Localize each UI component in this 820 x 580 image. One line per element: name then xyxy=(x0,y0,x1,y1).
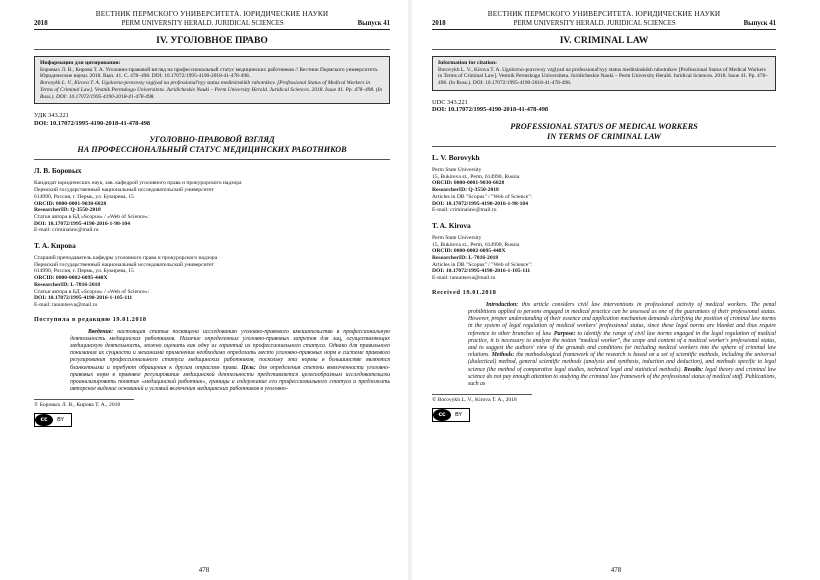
journal-year: 2018 xyxy=(34,20,48,27)
citation-en: Borovykh L. V., Kirova T. A. Ugolovno-pravovoy vzglyad na professional'nyy status meditsinskikh rabotnikov. [Professional Status of Medical Workers in Terms of Criminal Law]. Vestnik Permskogo Universiteta. Juridicheskie Nauki – Perm University Herald. Juridical Sciences. 2018. Issue 41. Pp. 478–498. (In Russ.). DOI: 10.17072/1995-4190-2018-41-478-498. xyxy=(40,80,383,100)
article-title-line2: НА ПРОФЕССИОНАЛЬНЫЙ СТАТУС МЕДИЦИНСКИХ РАБОТНИКОВ xyxy=(77,145,347,155)
author-email[interactable]: E-mail: tanuntseva@mail.ru xyxy=(34,301,98,308)
author-orcid: ORCID: 0000-0002-6095-440X xyxy=(432,248,506,255)
author-address: 614990, Россия, г. Пермь, ул. Букирева, 15 xyxy=(34,193,134,200)
journal-issue: Выпуск 41 xyxy=(743,20,776,27)
copyright: © Borovykh L. V., Kirova T. A., 2018 xyxy=(432,397,517,404)
author-affiliation: Пермский государственный национальный исследовательский университет xyxy=(34,187,214,194)
title-divider xyxy=(432,146,776,147)
footer-divider xyxy=(34,399,134,400)
author-orcid: ORCID: 0000-0001-9030-6828 xyxy=(34,200,107,207)
footer-divider xyxy=(432,394,532,395)
right-page xyxy=(412,0,820,580)
author-address: 15, Bukireva st., Perm, 614990, Russia xyxy=(432,241,520,248)
citation-ru: Боровых Л. В., Кирова Т. А. Уголовно-правовой взгляд на профессиональный статус медицинских работников // Вестник Пермского университета. Юридические науки. 2018. Вып. 41. C. 478–498. DOI: 10.17072/1995-4190-2018-41-478-498. xyxy=(40,66,379,80)
author-email[interactable]: E-mail: criminalaw@mail.ru xyxy=(432,207,497,214)
article-doi: DOI: 10.17072/1995-4190-2018-41-478-498 xyxy=(432,106,549,114)
journal-name-en: PERM UNIVERSITY HERALD. JURIDICAL SCIENCES xyxy=(121,20,284,27)
page-number: 478 xyxy=(198,566,210,574)
received-date: Received 19.01.2018 xyxy=(432,288,497,296)
udc-code: УДК 343.221 xyxy=(34,112,69,120)
journal-title: ВЕСТНИК ПЕРМСКОГО УНИВЕРСИТЕТА. ЮРИДИЧЕСКИЕ НАУКИ xyxy=(487,10,721,18)
abstract-label-methods: Methods: xyxy=(491,352,515,359)
author-article-doi[interactable]: DOI: 10.17072/1995-4190-2016-1-105-111 xyxy=(432,268,531,275)
article-title-line2: IN TERMS OF CRIMINAL LAW xyxy=(547,132,661,141)
author-block xyxy=(432,153,776,214)
abstract-text-goal: для определения степени вовлеченности уголовно-правовых норм в правовое регулирование медицинской деятельности представляется целесообразным исследовательски проанализировать понятие «медицинский работник», границы и содержание его профессионального статуса и предложить авторское видение оснований и условий включения медицинских работников в уголовно- xyxy=(70,364,391,393)
author-researcherid: ResearcherID: Q-3550-2018 xyxy=(34,207,101,214)
received-date: Поступила в редакцию 19.01.2018 xyxy=(34,315,147,323)
journal-name-en: PERM UNIVERSITY HERALD. JURIDICAL SCIENCES xyxy=(513,20,676,27)
journal-line xyxy=(34,19,390,30)
author-articles-label: Статьи автора в БД «Scopus» / «Web of Science»: xyxy=(34,213,150,220)
copyright: © Боровых Л. В., Кирова Т. А., 2018 xyxy=(34,402,121,409)
abstract-label-intro: Введение: xyxy=(88,328,114,335)
by-icon: BY xyxy=(455,411,462,418)
article-title-line1: УГОЛОВНО-ПРАВОВОЙ ВЗГЛЯД xyxy=(149,135,275,145)
cc-by-license-icon[interactable] xyxy=(432,408,470,422)
abstract-label-results: Results: xyxy=(683,366,704,373)
author-block xyxy=(34,241,390,309)
abstract-text-intro: this article considers civil law interventions in professional activity of medical workers. The penal prohibitions applied to persons engaged in medical practice can be assessed as one of the guarantees of their professional status. However, proper understanding of their essence and application mechanism demands clarifying the position of criminal law norms in the system of legal regulation of medical workers' professional status, since these legal norms are blanket and thus require reference to other branches of law. xyxy=(468,301,777,337)
cc-icon: cc xyxy=(433,409,451,421)
author-affiliation: Perm State University xyxy=(432,167,482,173)
author-articles-label: Articles in DB "Scopus" / "Web of Science": xyxy=(432,261,533,268)
citation-box xyxy=(432,56,776,91)
author-researcherid: ResearcherID: L-7016-2018 xyxy=(432,255,499,262)
journal-issue: Выпуск 41 xyxy=(357,20,390,27)
abstract-text-purpose: to identify the range of civil law norms engaged in the legal regulation of medical practice, it is necessary to analyze the notion "medical worker", the scope and content of a medical worker's professional status, and to suggest the authors' view of the grounds and conditions for including medical workers into the sphere of criminal law relations. xyxy=(468,330,776,359)
abstract-label-goal: Цель: xyxy=(241,364,256,371)
journal-line xyxy=(432,19,776,30)
section-title: IV. УГОЛОВНОЕ ПРАВО xyxy=(34,35,390,50)
citation-en: Borovykh L. V., Kirova T. A. Ugolovno-pravovoy vzglyad na professional'nyy status meditsinskikh rabotnikov [Professional Status of Medical Workers in Terms of Criminal Law]. Vestnik Permskogo Universiteta. Juridicheskie Nauki – Perm University Herald. Juridical Sciences. 2018. Issue 41. Pp. 478–498. (In Russ.). DOI: 10.17072/1995-4190-2018-41-478-498. xyxy=(438,66,768,87)
author-info xyxy=(432,235,776,282)
author-email[interactable]: E-mail: tanuntseva@mail.ru xyxy=(432,275,496,282)
left-page xyxy=(0,0,408,580)
citation-heading: Information for citation: xyxy=(438,60,497,66)
abstract-text-methods: the methodological framework of the research is based on a set of scientific methods, including the universal (dialectical) method, general scientific methods (analysis and synthesis, induction and deduction), and methods specific to legal science (the method of comparative legal studies, technical legal and statistical methods). xyxy=(468,352,776,373)
author-name: T. A. Kirova xyxy=(432,220,471,230)
abstract-label-purpose: Purpose: xyxy=(553,330,576,337)
journal-title: ВЕСТНИК ПЕРМСКОГО УНИВЕРСИТЕТА. ЮРИДИЧЕСКИЕ НАУКИ xyxy=(95,10,329,18)
author-address: 614990, Россия, г. Пермь, ул. Букирева, 15 xyxy=(34,268,134,275)
author-researcherid: ResearcherID: Q-3550-2018 xyxy=(432,187,499,194)
author-name: L. V. Borovykh xyxy=(432,153,480,162)
abstract-label-intro: Introduction: xyxy=(486,301,519,308)
author-articles-label: Articles in DB "Scopus" / "Web of Science": xyxy=(432,193,533,200)
author-orcid: ORCID: 0000-0001-9030-6828 xyxy=(432,180,505,187)
author-address: 15, Bukireva st., Perm, 614990, Russia xyxy=(432,173,520,180)
author-block xyxy=(432,221,776,282)
journal-year: 2018 xyxy=(432,20,446,27)
author-researcherid: ResearcherID: L-7016-2018 xyxy=(34,281,101,288)
article-doi: DOI: 10.17072/1995-4190-2018-41-478-498 xyxy=(34,119,151,127)
page-number: 478 xyxy=(610,566,622,574)
citation-heading: Информация для цитирования: xyxy=(40,60,121,66)
abstract-paragraph xyxy=(70,329,390,394)
title-divider xyxy=(34,159,390,160)
author-name: Т. А. Кирова xyxy=(34,241,76,251)
author-info xyxy=(34,180,390,234)
author-position: Кандидат юридических наук, зав. кафедрой уголовного права и прокурорского надзора xyxy=(34,180,242,187)
abstract xyxy=(34,329,390,394)
author-article-doi[interactable]: DOI: 10.17072/1995-4190-2016-1-98-104 xyxy=(432,200,529,207)
article-title-line1: PROFESSIONAL STATUS OF MEDICAL WORKERS xyxy=(510,122,698,131)
author-info xyxy=(34,255,390,309)
author-affiliation: Perm State University xyxy=(432,234,482,241)
author-email[interactable]: E-mail: criminalaw@mail.ru xyxy=(34,227,99,234)
article-title xyxy=(34,135,390,155)
abstract-text-results: legal theory and criminal law science do not pay enough attention to studying the criminal law framework of the professional status of medical staff. Publications, such as xyxy=(468,366,777,388)
cc-by-license-icon[interactable] xyxy=(34,413,72,427)
author-name: Л. В. Боровых xyxy=(34,166,82,176)
section-title: IV. CRIMINAL LAW xyxy=(432,35,776,50)
abstract-paragraph xyxy=(468,302,776,388)
author-affiliation: Пермский государственный национальный исследовательский университет xyxy=(34,261,214,268)
abstract-text-intro: настоящая статья посвящена исследованию уголовно-правового вмешательства в профессиональную деятельность медицинских работников. Наличие определенных уголовно-правовых запретов для лиц, осуществляющих медицинскую деятельность, можно оценить как одну из гарантий их профессионального статуса. Однако для правильного понимания их сущности и механизма применения необходимо определить место уголовно-правовых норм в системе правового регулирования профессионального статуса медицинских работников, поскольку эти нормы в большинстве являются бланкетными и требуют обращения к другим отраслям права. xyxy=(70,328,390,371)
author-orcid: ORCID: 0000-0002-6095-440X xyxy=(34,275,108,282)
author-position: Старший преподаватель кафедры уголовного права и прокурорского надзора xyxy=(34,255,218,262)
by-icon: BY xyxy=(57,416,64,423)
author-article-doi[interactable]: DOI: 10.17072/1995-4190-2016-1-98-104 xyxy=(34,220,131,227)
abstract xyxy=(432,302,776,388)
udc-code: UDC 343.221 xyxy=(432,98,468,106)
cc-icon: cc xyxy=(35,414,53,426)
article-title xyxy=(432,122,776,142)
citation-box xyxy=(34,56,390,104)
author-block xyxy=(34,166,390,234)
author-info xyxy=(432,167,776,214)
author-articles-label: Статьи автора в БД «Scopus» / «Web of Science»: xyxy=(34,288,150,295)
author-article-doi[interactable]: DOI: 10.17072/1995-4190-2016-1-105-111 xyxy=(34,295,133,302)
